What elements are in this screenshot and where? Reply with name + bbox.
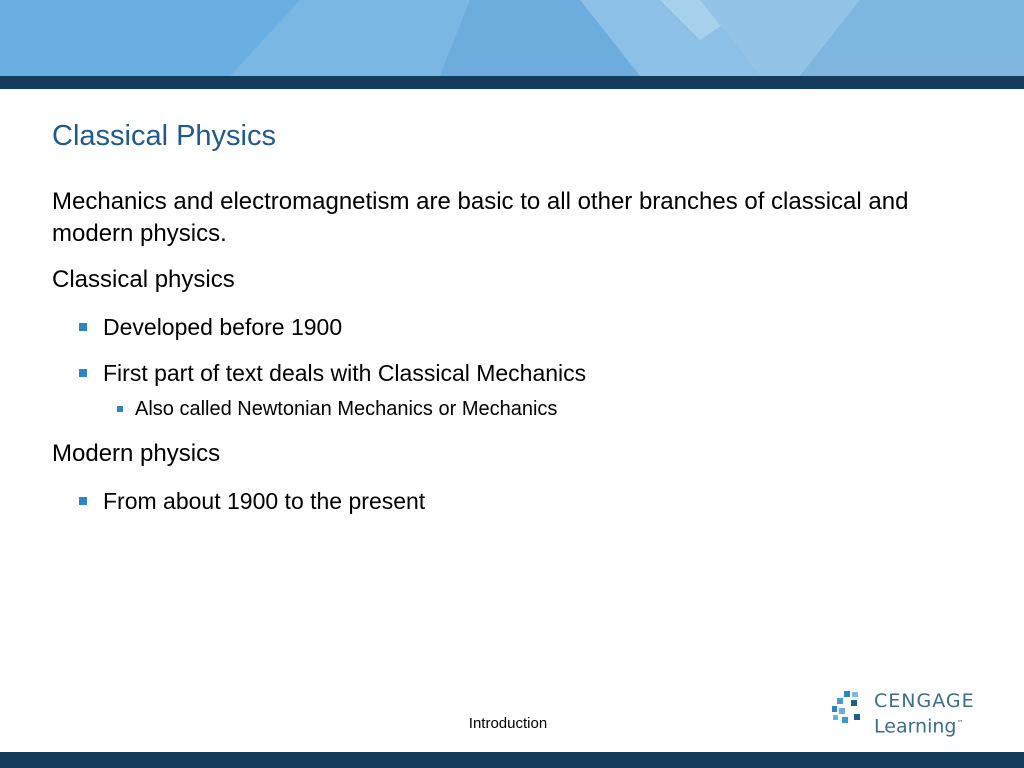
cengage-logo <box>830 688 980 740</box>
bullet-text: From about 1900 to the present <box>103 488 426 514</box>
bullet-text: Developed before 1900 <box>103 314 343 340</box>
square-bullet-icon <box>79 497 87 505</box>
header-rule <box>0 76 1024 89</box>
classical-heading: Classical physics <box>52 266 235 293</box>
intro-paragraph: Mechanics and electromagnetism are basic to all other branches of classical and modern physics. <box>52 188 909 247</box>
logo-word-cengage: CENGAGE <box>874 690 975 712</box>
cengage-mark-icon <box>830 688 870 728</box>
trademark-symbol: ™ <box>956 719 964 727</box>
bullet-item <box>52 358 982 388</box>
footer-rule <box>0 752 1024 768</box>
top-banner <box>0 0 1024 76</box>
square-bullet-icon <box>117 406 123 412</box>
bullet-item <box>52 486 982 516</box>
slide-title: Classical Physics <box>52 120 276 152</box>
bullet-text: First part of text deals with Classical Mechanics <box>103 360 587 386</box>
banner-graphic <box>0 0 1024 76</box>
sub-bullet-text: Also called Newtonian Mechanics or Mechanics <box>135 398 558 420</box>
bullet-item <box>52 312 982 342</box>
sub-bullet-item <box>52 396 982 422</box>
square-bullet-icon <box>79 369 87 377</box>
logo-word-learning <box>874 712 964 737</box>
modern-heading: Modern physics <box>52 440 221 467</box>
square-bullet-icon <box>79 323 87 331</box>
slide-content <box>52 186 982 516</box>
logo-word-learning-text: Learning <box>874 715 957 738</box>
footer-label: Introduction <box>468 715 548 732</box>
